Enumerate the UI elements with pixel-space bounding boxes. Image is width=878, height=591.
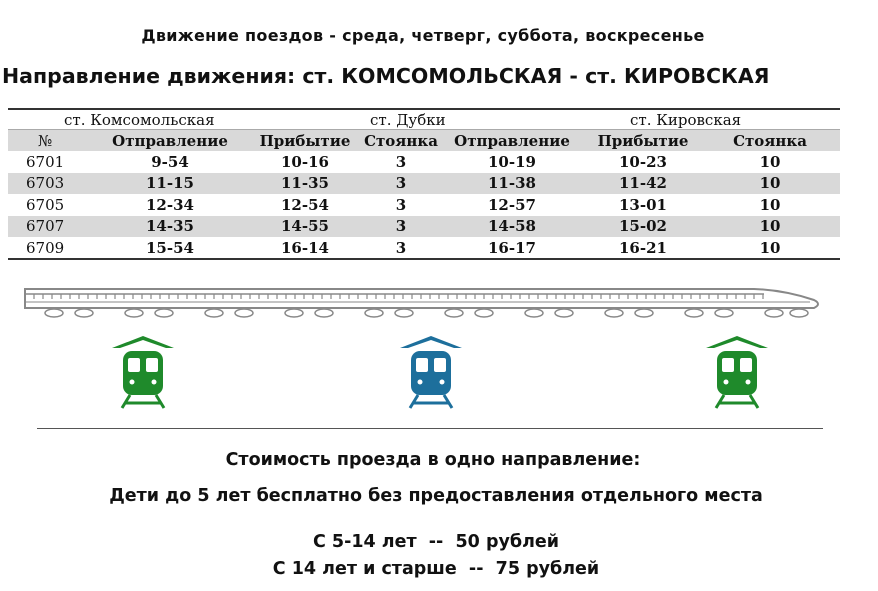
cell: 12-54 xyxy=(281,195,329,214)
table-row xyxy=(8,194,840,215)
train-wheel-mark xyxy=(155,309,173,317)
station-end: ст. Кировская xyxy=(630,110,742,129)
train-wheel-mark xyxy=(235,309,253,317)
cell: 10 xyxy=(759,153,781,172)
train-wheel-mark xyxy=(475,309,493,317)
cell: 13-01 xyxy=(619,195,667,214)
train-number: 6703 xyxy=(8,173,94,194)
station-icon-right xyxy=(704,334,770,414)
train-number: 6707 xyxy=(8,216,94,237)
train-wheel-mark xyxy=(315,309,333,317)
train-wheel-mark xyxy=(125,309,143,317)
column-header-row xyxy=(8,130,840,152)
fare-heading: Стоимость проезда в одно направление: xyxy=(225,450,641,470)
col-stop-1: Стоянка xyxy=(364,130,438,152)
train-wheel-mark xyxy=(205,309,223,317)
table-row xyxy=(8,151,840,172)
cell: 3 xyxy=(395,238,407,257)
train-wheel-mark xyxy=(605,309,623,317)
train-number: 6705 xyxy=(26,195,65,214)
col-stop-2: Стоянка xyxy=(700,130,840,152)
route-heading: Направление движения: ст. КОМСОМОЛЬСКАЯ - ст. КИРОВСКАЯ xyxy=(2,64,770,88)
cell: 14-58 xyxy=(438,216,586,237)
cell: 3 xyxy=(395,153,407,172)
table-row xyxy=(8,237,840,258)
train-station-icon xyxy=(704,334,770,410)
train-wheel-mark xyxy=(685,309,703,317)
schedule-table xyxy=(8,108,840,260)
train-wheel-mark xyxy=(635,309,653,317)
divider xyxy=(37,428,823,429)
table-row xyxy=(8,216,840,237)
train-wheel-mark xyxy=(445,309,463,317)
train-wheel-mark xyxy=(365,309,383,317)
fare-5-14: С 5-14 лет -- 50 рублей xyxy=(312,532,560,552)
station-icon-middle xyxy=(398,334,464,414)
col-number: № xyxy=(8,130,94,152)
cell: 10 xyxy=(759,195,781,214)
train-wheel-mark xyxy=(395,309,413,317)
train-wheel-mark xyxy=(715,309,733,317)
cell: 10 xyxy=(759,238,781,257)
cell: 10-16 xyxy=(281,153,329,172)
cell: 3 xyxy=(364,216,438,237)
table-row xyxy=(8,173,840,194)
cell: 16-21 xyxy=(619,238,667,257)
cell: 11-15 xyxy=(94,173,246,194)
train-wheel-mark xyxy=(555,309,573,317)
train-wheel-mark xyxy=(790,309,808,317)
cell: 3 xyxy=(364,173,438,194)
cell: 3 xyxy=(395,195,407,214)
cell: 15-02 xyxy=(586,216,700,237)
cell: 9-54 xyxy=(151,153,189,172)
cell: 11-42 xyxy=(586,173,700,194)
cell: 10-23 xyxy=(619,153,667,172)
fare-14-plus: С 14 лет и старше -- 75 рублей xyxy=(272,559,600,579)
days-heading: Движение поездов - среда, четверг, суббота, воскресенье xyxy=(141,26,705,45)
train-wheel-mark xyxy=(525,309,543,317)
train-wheel-mark xyxy=(45,309,63,317)
col-arrival-1: Прибытие xyxy=(246,130,364,152)
station-icon-left xyxy=(110,334,176,414)
col-departure-1: Отправление xyxy=(94,130,246,152)
col-arrival-2: Прибытие xyxy=(586,130,700,152)
cell: 11-35 xyxy=(246,173,364,194)
station-header-row xyxy=(8,110,840,130)
station-start: ст. Комсомольская xyxy=(64,110,215,129)
train-outline-icon xyxy=(24,282,824,322)
train-wheel-mark xyxy=(765,309,783,317)
cell: 16-14 xyxy=(281,238,329,257)
cell: 10-19 xyxy=(488,153,536,172)
train-station-icon xyxy=(110,334,176,410)
station-middle: ст. Дубки xyxy=(370,110,446,129)
train-wheel-mark xyxy=(285,309,303,317)
train-station-icon xyxy=(398,334,464,410)
cell: 14-55 xyxy=(246,216,364,237)
train-number: 6709 xyxy=(26,238,65,257)
col-departure-2: Отправление xyxy=(438,130,586,152)
cell: 12-34 xyxy=(146,195,194,214)
cell: 11-38 xyxy=(438,173,586,194)
children-free-note: Дети до 5 лет бесплатно без предоставления отдельного места xyxy=(109,486,763,506)
cell: 12-57 xyxy=(488,195,536,214)
cell: 15-54 xyxy=(146,238,194,257)
train-wheel-mark xyxy=(75,309,93,317)
cell: 10 xyxy=(700,216,840,237)
cell: 10 xyxy=(700,173,840,194)
train-number: 6701 xyxy=(26,153,65,172)
cell: 16-17 xyxy=(488,238,536,257)
cell: 14-35 xyxy=(94,216,246,237)
